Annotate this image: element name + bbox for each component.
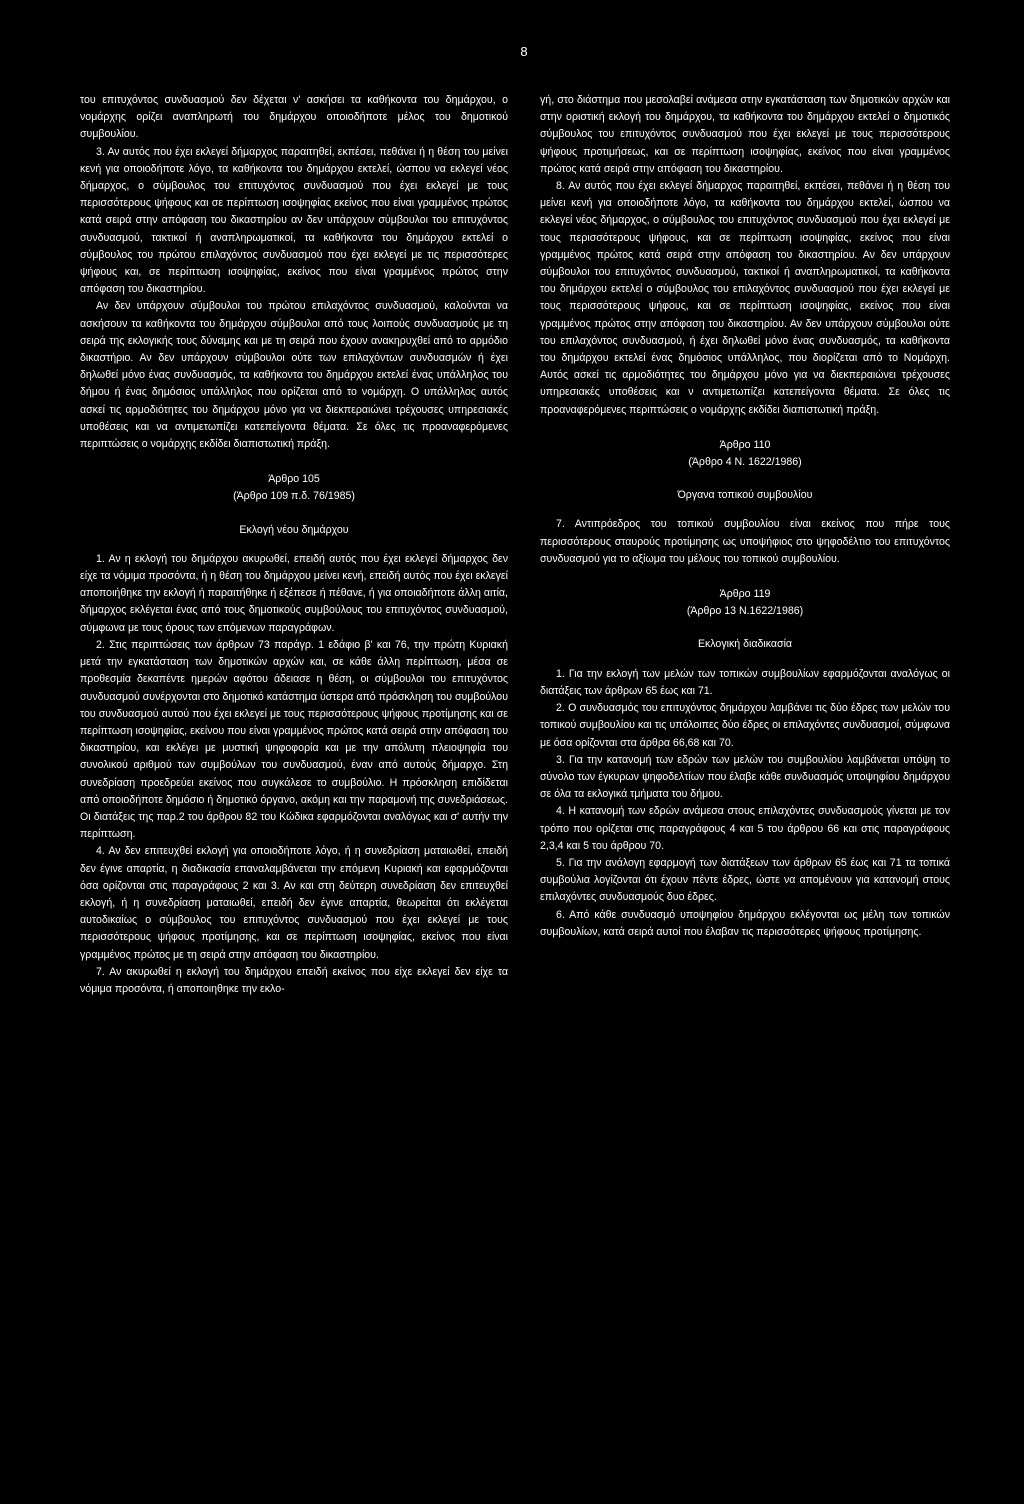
paragraph: του επιτυχόντος συνδυασμού δεν δέχεται ν' ασκήσει τα καθήκοντα του δημάρχου, ο νομάρχης ορίζει αναπληρωτή του δημάρχου οποιοδήποτε μέλος του δημοτικού συμβουλίου. [80, 94, 508, 141]
paragraph: 2. Στις περιπτώσεις των άρθρων 73 παράγρ. 1 εδάφιο β' και 76, την πρώτη Κυριακή μετά την εγκατάσταση των δημοτικών αρχών και, σε κάθε άλλη περίπτωση, μέσα σε προθεσμία δεκαπέντε ημερών αφότου άδειασε η θέση, οι σύμβουλοι του επιτυχόντος συνδυασμού συνέρχονται στο δημοτικό κατάστημα ύστερα από πρόσκληση του συμβούλου του συνδυασμού αυτού που έχει εκλεγεί με τους περισσότερους ψήφους προτίμησης και σε περίπτωση ισοψηφίας, εκείνου που είναι γραμμένος πρώτος κατά σειρά στην απόφαση του δικαστηρίου, και εκλέγει με μυστική ψηφοφορία και με την απόλυτη πλειοψηφία του συνολικού αριθμού των συμβούλων του συνδυασμού, έναν από αυτούς δήμαρχο. Στη συνεδρίαση προεδρεύει εκείνος που συγκάλεσε το συμβούλιο. Η πρόσκληση επιδίδεται από οποιοδήποτε δημόσιο ή δημοτικό όργανο, ακόμη και την παραμονή της συνεδριάσεως. Οι διατάξεις της παρ.2 του άρθρου 82 του Κώδικα εφαρμόζονται αναλόγως και σ' αυτήν την περίπτωση. [80, 638, 508, 841]
article-heading [540, 437, 950, 505]
article-number: Άρθρο 105 [268, 473, 320, 486]
page-number: 8 [520, 44, 528, 59]
paragraph: γή, στο διάστημα που μεσολαβεί ανάμεσα στην εγκατάσταση των δημοτικών αρχών και στην οριστική εκλογή του δημάρχου, τα καθήκοντα του δημάρχου εκτελεί ο δημοτικός σύμβουλος του επιτυχόντος συνδυασμού που έχει εκλεγεί με τους περισσότερους ψήφους προτιμήσεως, και σε περίπτωση ισοψηφίας, εκείνος που είναι γραμμένος πρώτος κατά σειρά στην απόφαση του δικαστηρίου. [540, 94, 950, 175]
paragraph: 5. Για την ανάλογη εφαρμογή των διατάξεων των άρθρων 65 έως και 71 τα τοπικά συμβούλια λογίζονται ότι έχουν πέντε έδρες, ώστε να απομένουν για κατανομή στους επιλαχόντες συνδυασμούς δυο έδρες. [540, 856, 950, 904]
article-title: Όργανα τοπικού συμβουλίου [677, 489, 813, 502]
paragraph: 6. Από κάθε συνδυασμό υποψηφίου δημάρχου εκλέγονται ως μέλη των τοπικών συμβουλίων, κατά σειρά αυτοί που έλαβαν τις περισσότερες ψήφους προτίμησης. [540, 908, 950, 938]
left-column [80, 92, 508, 998]
article-title: Εκλογή νέου δημάρχου [239, 523, 349, 536]
article-number: Άρθρο 110 [719, 438, 771, 451]
article-reference: (Άρθρο 4 Ν. 1622/1986) [688, 456, 802, 469]
paragraph: 3. Για την κατανομή των εδρών των μελών του συμβουλίου λαμβάνεται υπόψη το σύνολο των έγκυρων ψηφοδελτίων που έλαβε κάθε συνδυασμός υποψηφίου δημάρχου σε όλα τα εκλογικά τμήματα του δήμου. [540, 753, 950, 801]
article-reference: (Άρθρο 13 Ν.1622/1986) [686, 605, 804, 618]
article-heading [80, 471, 508, 539]
paragraph: 2. Ο συνδυασμός του επιτυχόντος δημάρχου λαμβάνει τις δύο έδρες των μελών του τοπικού συμβουλίου και τις υπόλοιπες δύο έδρες οι επιλαχόντες συνδυασμοί, σύμφωνα με όσα ορίζονται στα άρθρα 66,68 και 70. [540, 702, 950, 749]
article-title: Εκλογική διαδικασία [697, 638, 793, 651]
paragraph: 4. Η κατανομή των εδρών ανάμεσα στους επιλαχόντες συνδυασμούς γίνεται με τον τρόπο που ορίζεται στις παραγράφους 4 και 5 του άρθρου 66 και στις παραγράφους 2,3,4 και 5 του άρθρου 70. [540, 805, 950, 852]
right-column [540, 92, 950, 941]
paragraph: 3. Αν αυτός που έχει εκλεγεί δήμαρχος παραιτηθεί, εκπέσει, πεθάνει ή η θέση του μείνει κενή για οποιοδήποτε λόγο, τα καθήκοντα του δημάρχου εκτελεί, ώσπου να εκλεγεί νέος δήμαρχος, ο σύμβουλος του επιτυχόντος συνδυασμού που έχει εκλεγεί με τους περισσότερους ψήφους και σε περίπτωση ισοψηφίας εκείνος που είναι γραμμένος πρώτος κατά σειρά στην απόφαση του δικαστηρίου αν δεν υπάρχουν σύμβουλοι του επιτυχόντος συνδυασμού, τακτικοί ή αναπληρωματικοί, τα καθήκοντα του δημάρχου εκτελεί ο σύμβουλος του πρώτου επιλαχόντος συνδυασμού που έχει εκλεγεί με τις περισσότερες ψήφους και, σε περίπτωση ισοψηφίας, εκείνος που είναι γραμμένος πρώτος στην απόφαση του δικαστηρίου. [80, 145, 508, 296]
paragraph: 1. Για την εκλογή των μελών των τοπικών συμβουλίων εφαρμόζονται αναλόγως οι διατάξεις των άρθρων 65 έως και 71. [540, 667, 950, 697]
paragraph: 1. Αν η εκλογή του δημάρχου ακυρωθεί, επειδή αυτός που έχει εκλεγεί δήμαρχος δεν είχε τα νόμιμα προσόντα, ή η θέση του δημάρχου μείνει κενή, επειδή αυτός που έχει εκλεγεί αποποιήθηκε την εκλογή ή παραιτήθηκε ή εξέπεσε ή πέθανε, ή για οποιαδήποτε άλλη αιτία, δήμαρχος εκλέγεται ένας από τους δημοτικούς συμβούλους του επιτυχόντος συνδυασμού, σύμφωνα με τους όρους των επόμενων παραγράφων. [80, 552, 508, 634]
paragraph: 8. Αν αυτός που έχει εκλεγεί δήμαρχος παραιτηθεί, εκπέσει, πεθάνει ή η θέση του μείνει κενή για οποιοδήποτε λόγο, τα καθήκοντα του δημάρχου εκτελεί, ώσπου να εκλεγεί νέος δήμαρχος, ο σύμβουλος του επιτυχόντος συνδυασμού που έχει εκλεγεί με τους περισσότερους ψήφους, και σε περίπτωση ισοψηφίας, εκείνος που είναι γραμμένος πρώτος κατά σειρά στην απόφαση του δικαστηρίου. Αν δεν υπάρχουν σύμβουλοι του επιτυχόντος συνδυασμού, τακτικοί ή αναπληρωματικοί, τα καθήκοντα του δημάρχου εκτελεί ο σύμβουλος του επιλαχόντος συνδυασμού που έχει εκλεγεί με τους περισσότερους ψήφους, και σε περίπτωση ισοψηφίας, εκείνος που είναι γραμμένος πρώτος στην απόφαση του δικαστηρίου. Αν δεν υπάρχουν σύμβουλοι ούτε του επιλαχόντος συνδυασμού, ή έχει δηλωθεί μόνο ένας συνδυασμός, τα καθήκοντα του δημάρχου εκτελεί ένας δημόσιος υπάλληλος, που διορίζεται από το Νομάρχη. Αυτός ασκεί τις αρμοδιότητες του δημάρχου μόνο για να διεκπεραιώνει τρέχουσες υπηρεσιακές υποθέσεις και ν αντιμετωπίζει κατεπείγοντα θέματα. Σε όλες τις προαναφερόμενες περιπτώσεις ο νομάρχης εκδίδει διαπιστωτική πράξη. [540, 180, 950, 416]
paragraph: 7. Αν ακυρωθεί η εκλογή του δημάρχου επειδή εκείνος που είχε εκλεγεί δεν είχε τα νόμιμα προσόντα, ή αποποιηθηκε την εκλο- [80, 965, 508, 995]
article-heading [540, 586, 950, 654]
paragraph: Αν δεν υπάρχουν σύμβουλοι του πρώτου επιλαχόντος συνδυασμού, καλούνται να ασκήσουν τα καθήκοντα του δημάρχου σύμβουλοι από τους λοιπούς συνδυασμούς με τη σειρά της εκλογικής τους δύναμης και με τη σειρά που έχουν ανακηρυχθεί από το αρμόδιο δικαστήριο. Αν δεν υπάρχουν σύμβουλοι ούτε των επιλαχόντων συνδυασμών ή έχει δηλωθεί μόνο ένας συνδυασμός, τα καθήκοντα του δημάρχου εκτελεί ένας υπάλληλος του δήμου ή ένας δημόσιος υπάλληλος που ορίζεται από το νομάρχη. Ο υπάλληλος αυτός ασκεί τις αρμοδιότητες του δημάρχου μόνο για να διεκπεραιώνει τρέχουσες υπηρεσιακές υποθέσεις και να αντιμετωπίζει κατεπείγοντα θέματα. Σε όλες τις προαναφερόμενες περιπτώσεις ο νομάρχης εκδίδει διαπιστωτική πράξη. [80, 300, 508, 451]
article-reference: (Άρθρο 109 π.δ. 76/1985) [233, 490, 355, 503]
paragraph: 4. Αν δεν επιτευχθεί εκλογή για οποιοδήποτε λόγο, ή η συνεδρίαση ματαιωθεί, επειδή δεν έγινε απαρτία, η διαδικασία επαναλαμβάνεται την επόμενη Κυριακή και εφαρμόζονται όσα ορίζονται στις παραγράφους 2 και 3. Αν και στη δεύτερη συνεδρίαση δεν επιτευχθεί εκλογή, ή η συνεδρίαση ματαιωθεί, επειδή δεν έγινε απαρτία, θεωρείται ότι εκλέγεται αυτοδικαίως ο σύμβουλος του επιτυχόντος συνδυασμού που έχει εκλεγεί με τους περισσότερους ψήφους προτίμησης, και σε περίπτωση ισοψηφίας, εκείνος που είναι γραμμένος πρώτος με τη σειρά στην απόφαση του δικαστηρίου. [80, 845, 508, 961]
paragraph: 7. Αντιπρόεδρος του τοπικού συμβουλίου είναι εκείνος που πήρε τους περισσότερους σταυρούς προτίμησης ως υποψήφιος στο ψηφοδέλτιο του επιτυχόντος συνδυασμού για το αξίωμα του μέλους του τοπικού συμβουλίου. [540, 518, 950, 565]
article-number: Άρθρο 119 [719, 588, 771, 601]
